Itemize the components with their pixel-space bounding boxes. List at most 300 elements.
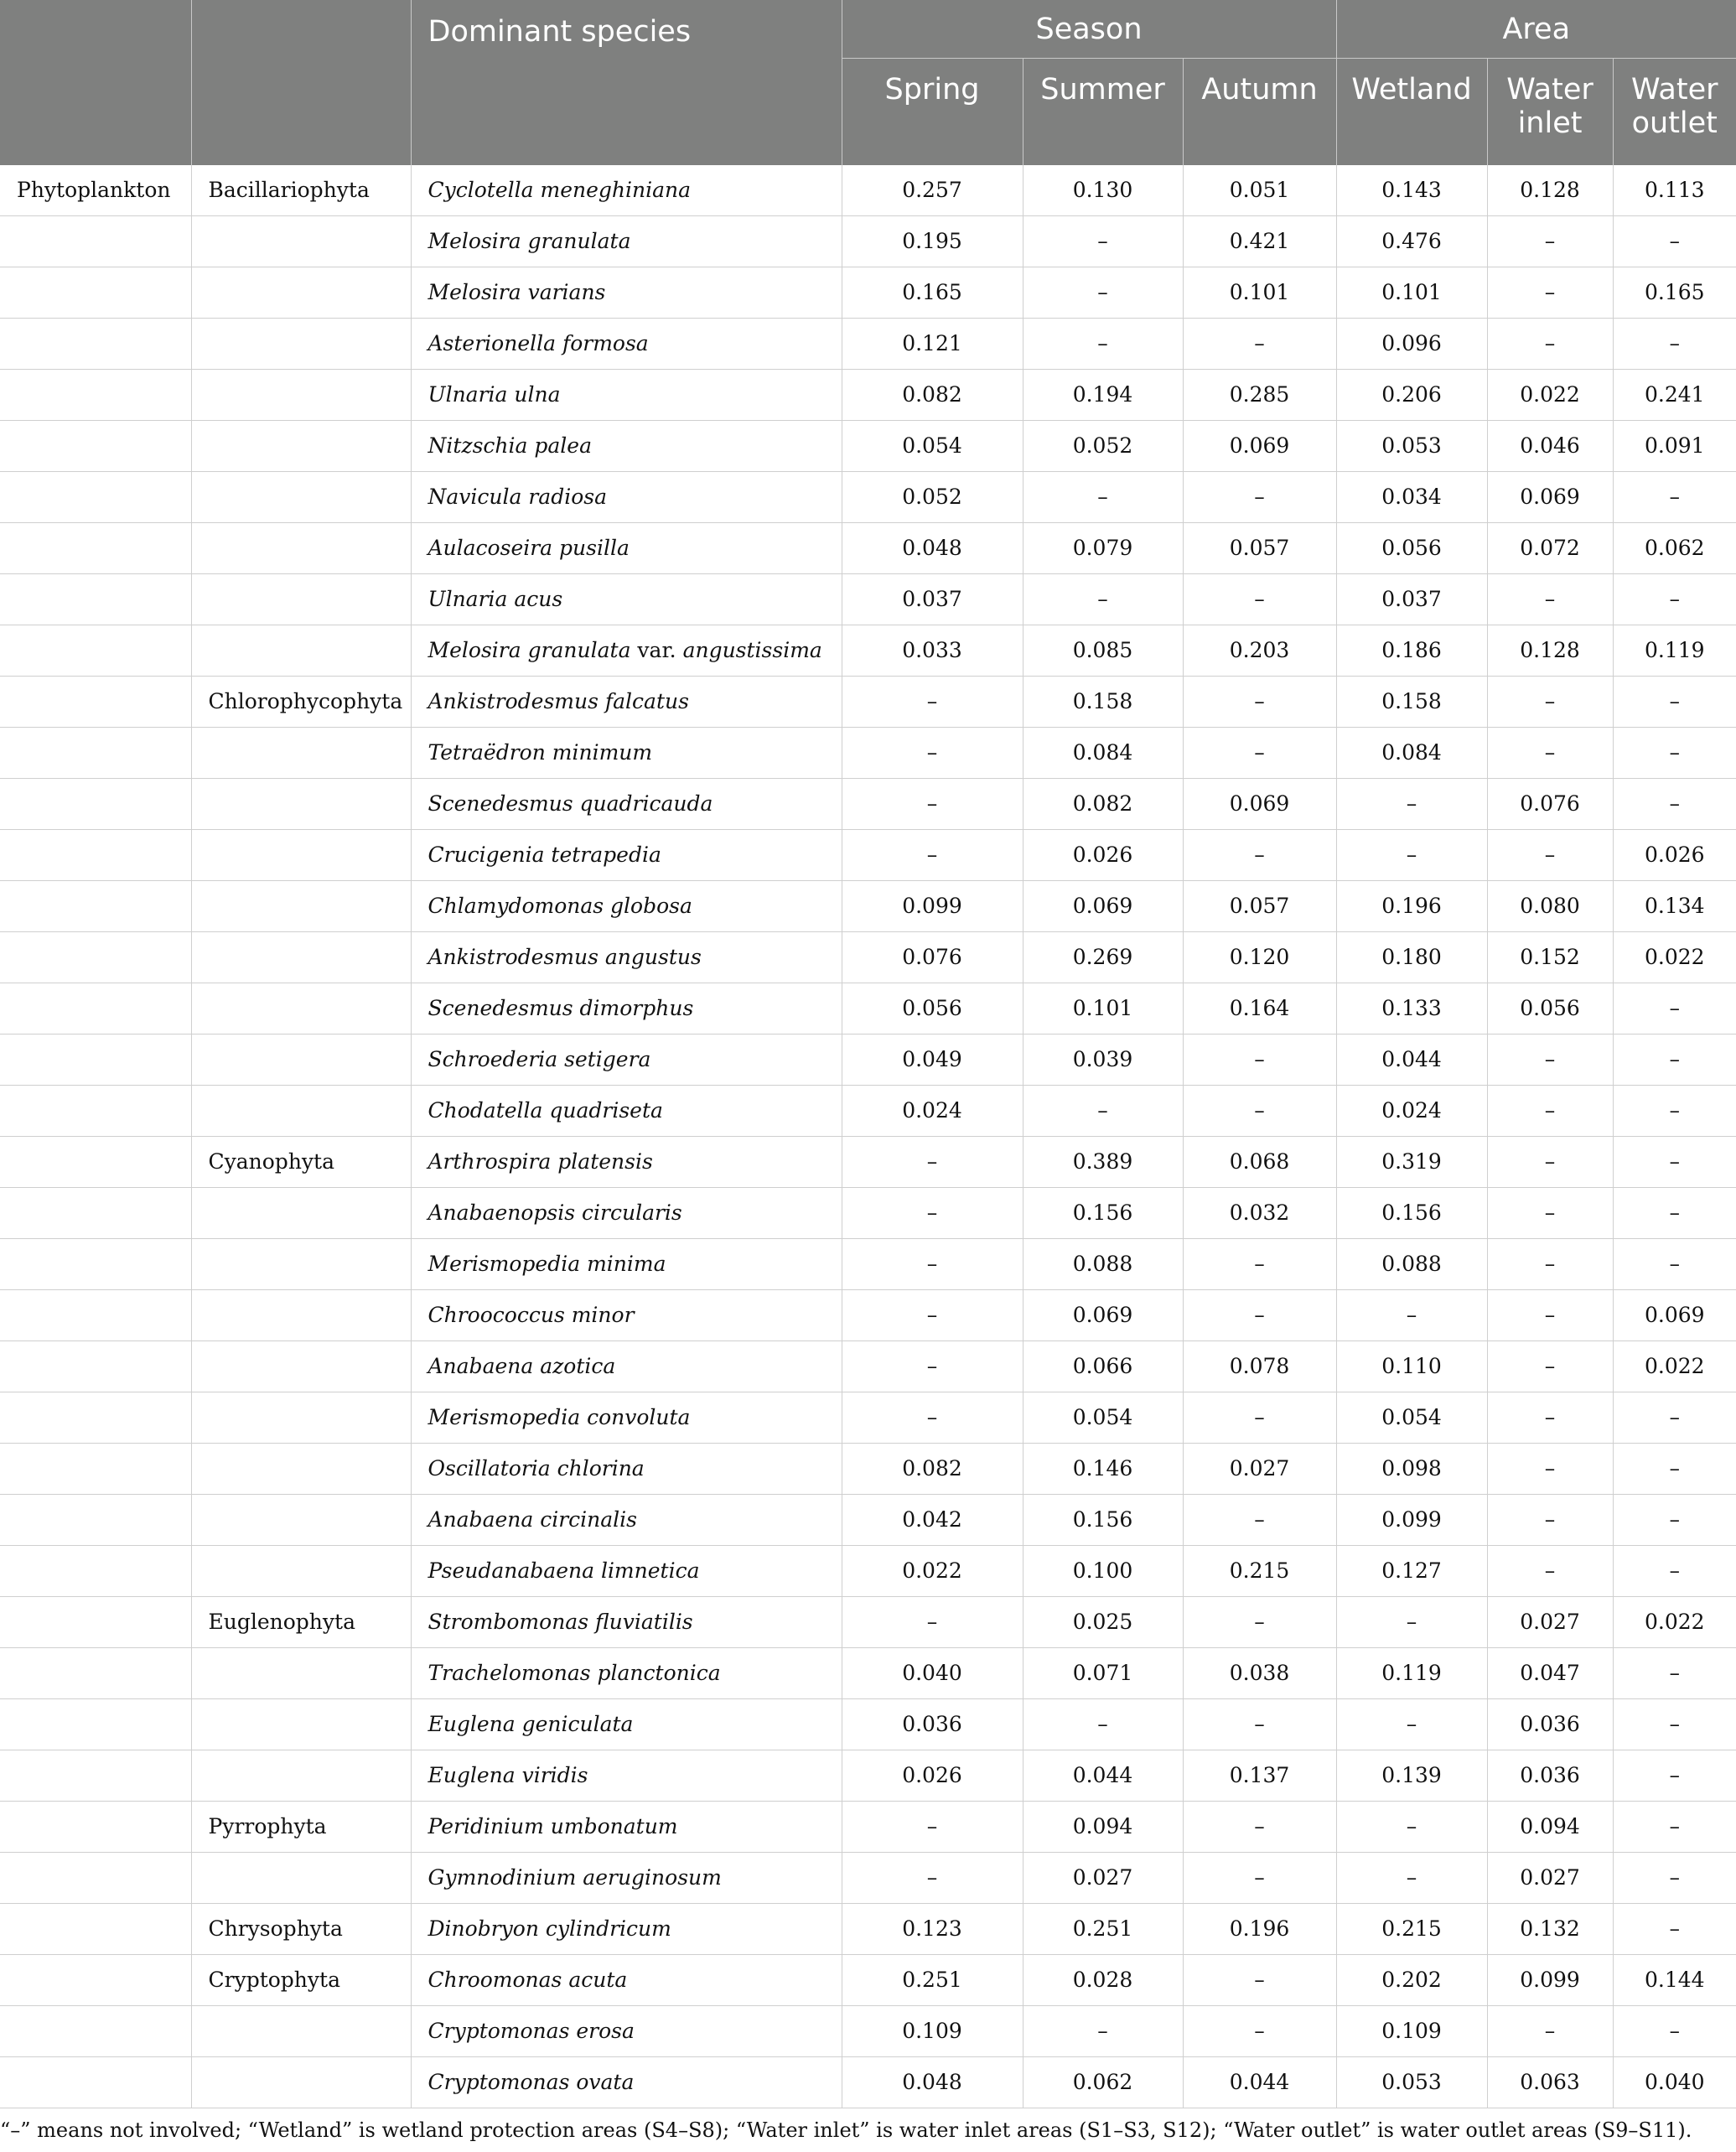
cell-autumn: 0.120	[1183, 932, 1336, 983]
table-row	[0, 881, 1736, 932]
cell-phylum	[191, 1035, 411, 1086]
cell-species: Crucigenia tetrapedia	[411, 830, 842, 881]
cell-summer: 0.156	[1023, 1188, 1183, 1239]
cell-category	[0, 1495, 191, 1546]
cell-summer: 0.130	[1023, 165, 1183, 216]
cell-category	[0, 1597, 191, 1648]
cell-water-inlet: –	[1487, 2006, 1613, 2057]
table-row	[0, 1290, 1736, 1341]
cell-category	[0, 728, 191, 779]
cell-wetland: 0.034	[1336, 472, 1487, 523]
cell-wetland: –	[1336, 1802, 1487, 1853]
header-autumn: Autumn	[1183, 59, 1336, 166]
cell-water-outlet: –	[1613, 1699, 1736, 1750]
cell-category	[0, 472, 191, 523]
cell-water-outlet: –	[1613, 728, 1736, 779]
cell-species: Tetraëdron minimum	[411, 728, 842, 779]
cell-wetland: 0.099	[1336, 1495, 1487, 1546]
cell-phylum	[191, 1750, 411, 1802]
cell-category	[0, 983, 191, 1035]
cell-species: Scenedesmus quadricauda	[411, 779, 842, 830]
cell-summer: 0.039	[1023, 1035, 1183, 1086]
cell-phylum	[191, 1341, 411, 1392]
cell-autumn: 0.078	[1183, 1341, 1336, 1392]
table-row	[0, 625, 1736, 677]
cell-species: Trachelomonas planctonica	[411, 1648, 842, 1699]
cell-wetland: 0.215	[1336, 1904, 1487, 1955]
cell-wetland: 0.024	[1336, 1086, 1487, 1137]
cell-water-outlet: –	[1613, 1035, 1736, 1086]
cell-phylum: Bacillariophyta	[191, 165, 411, 216]
cell-summer: 0.028	[1023, 1955, 1183, 2006]
cell-species: Cryptomonas erosa	[411, 2006, 842, 2057]
cell-wetland: 0.156	[1336, 1188, 1487, 1239]
cell-wetland: –	[1336, 830, 1487, 881]
cell-water-outlet: 0.022	[1613, 932, 1736, 983]
cell-phylum	[191, 728, 411, 779]
table-body	[0, 165, 1736, 2108]
species-variety-marker: var.	[630, 638, 683, 662]
cell-autumn: 0.038	[1183, 1648, 1336, 1699]
table-row	[0, 2006, 1736, 2057]
cell-autumn: –	[1183, 472, 1336, 523]
cell-water-inlet: 0.022	[1487, 370, 1613, 421]
cell-category	[0, 421, 191, 472]
cell-water-outlet: 0.026	[1613, 830, 1736, 881]
cell-spring: –	[842, 1802, 1023, 1853]
cell-autumn: –	[1183, 1035, 1336, 1086]
cell-spring: 0.109	[842, 2006, 1023, 2057]
cell-species: Ankistrodesmus falcatus	[411, 677, 842, 728]
cell-water-inlet: 0.132	[1487, 1904, 1613, 1955]
header-water-outlet: Water outlet	[1613, 59, 1736, 166]
header-phylum	[191, 0, 411, 165]
cell-category	[0, 830, 191, 881]
cell-phylum	[191, 267, 411, 319]
cell-spring: 0.165	[842, 267, 1023, 319]
cell-species: Anabaena azotica	[411, 1341, 842, 1392]
cell-summer: 0.194	[1023, 370, 1183, 421]
cell-category	[0, 1188, 191, 1239]
cell-autumn: 0.203	[1183, 625, 1336, 677]
cell-spring: –	[842, 830, 1023, 881]
cell-water-outlet: –	[1613, 1392, 1736, 1444]
table-row	[0, 1597, 1736, 1648]
cell-spring: 0.042	[842, 1495, 1023, 1546]
cell-category	[0, 1546, 191, 1597]
cell-water-inlet: –	[1487, 319, 1613, 370]
header-dominant-species: Dominant species	[411, 0, 842, 165]
cell-summer: 0.088	[1023, 1239, 1183, 1290]
cell-species: Chroomonas acuta	[411, 1955, 842, 2006]
cell-autumn: –	[1183, 728, 1336, 779]
cell-wetland: 0.143	[1336, 165, 1487, 216]
cell-species: Chroococcus minor	[411, 1290, 842, 1341]
cell-category	[0, 1290, 191, 1341]
cell-species: Euglena viridis	[411, 1750, 842, 1802]
cell-category	[0, 523, 191, 574]
cell-water-outlet: –	[1613, 2006, 1736, 2057]
cell-phylum	[191, 2006, 411, 2057]
table-row	[0, 1239, 1736, 1290]
table-row	[0, 1699, 1736, 1750]
cell-water-inlet: –	[1487, 1239, 1613, 1290]
cell-spring: 0.082	[842, 1444, 1023, 1495]
cell-water-outlet: 0.144	[1613, 1955, 1736, 2006]
cell-summer: 0.071	[1023, 1648, 1183, 1699]
cell-summer: 0.044	[1023, 1750, 1183, 1802]
table-row	[0, 319, 1736, 370]
cell-water-outlet: 0.022	[1613, 1597, 1736, 1648]
cell-water-outlet: –	[1613, 1802, 1736, 1853]
cell-summer: 0.269	[1023, 932, 1183, 983]
cell-category	[0, 677, 191, 728]
cell-wetland: 0.044	[1336, 1035, 1487, 1086]
cell-water-inlet: 0.036	[1487, 1750, 1613, 1802]
cell-water-inlet: 0.027	[1487, 1853, 1613, 1904]
cell-summer: 0.084	[1023, 728, 1183, 779]
cell-spring: –	[842, 1597, 1023, 1648]
cell-autumn: 0.069	[1183, 421, 1336, 472]
cell-summer: 0.101	[1023, 983, 1183, 1035]
cell-category	[0, 216, 191, 267]
cell-spring: 0.082	[842, 370, 1023, 421]
cell-category	[0, 1955, 191, 2006]
cell-summer: 0.389	[1023, 1137, 1183, 1188]
cell-wetland: 0.054	[1336, 1392, 1487, 1444]
cell-phylum: Cyanophyta	[191, 1137, 411, 1188]
cell-water-outlet: 0.091	[1613, 421, 1736, 472]
cell-phylum	[191, 421, 411, 472]
cell-phylum: Chrysophyta	[191, 1904, 411, 1955]
cell-phylum	[191, 1444, 411, 1495]
cell-water-inlet: –	[1487, 1086, 1613, 1137]
cell-autumn: 0.421	[1183, 216, 1336, 267]
species-name: Melosira granulata	[428, 638, 631, 662]
cell-phylum	[191, 1239, 411, 1290]
cell-category	[0, 1086, 191, 1137]
cell-phylum	[191, 1392, 411, 1444]
cell-species: Chlamydomonas globosa	[411, 881, 842, 932]
cell-species: Schroederia setigera	[411, 1035, 842, 1086]
table-row	[0, 1853, 1736, 1904]
table-row	[0, 779, 1736, 830]
cell-autumn: –	[1183, 1239, 1336, 1290]
cell-water-inlet: 0.056	[1487, 983, 1613, 1035]
cell-spring: 0.024	[842, 1086, 1023, 1137]
cell-category	[0, 2006, 191, 2057]
cell-species: Merismopedia minima	[411, 1239, 842, 1290]
cell-autumn: –	[1183, 319, 1336, 370]
cell-phylum	[191, 472, 411, 523]
cell-water-outlet: –	[1613, 677, 1736, 728]
cell-water-inlet: 0.063	[1487, 2057, 1613, 2108]
cell-water-inlet: 0.128	[1487, 165, 1613, 216]
cell-spring: –	[842, 728, 1023, 779]
cell-summer: 0.156	[1023, 1495, 1183, 1546]
cell-water-outlet: 0.134	[1613, 881, 1736, 932]
cell-spring: –	[842, 779, 1023, 830]
cell-water-outlet: –	[1613, 983, 1736, 1035]
cell-wetland: 0.206	[1336, 370, 1487, 421]
cell-wetland: 0.037	[1336, 574, 1487, 625]
cell-water-outlet: –	[1613, 472, 1736, 523]
cell-summer: 0.079	[1023, 523, 1183, 574]
cell-wetland: 0.180	[1336, 932, 1487, 983]
table-header	[0, 0, 1736, 165]
cell-spring: 0.026	[842, 1750, 1023, 1802]
cell-autumn: 0.215	[1183, 1546, 1336, 1597]
cell-water-outlet: –	[1613, 1546, 1736, 1597]
cell-category	[0, 2057, 191, 2108]
cell-summer: 0.082	[1023, 779, 1183, 830]
table-row	[0, 830, 1736, 881]
cell-water-inlet: 0.152	[1487, 932, 1613, 983]
cell-category	[0, 370, 191, 421]
cell-phylum: Chlorophycophyta	[191, 677, 411, 728]
cell-water-outlet: –	[1613, 1904, 1736, 1955]
cell-wetland: –	[1336, 1699, 1487, 1750]
cell-wetland: 0.127	[1336, 1546, 1487, 1597]
cell-species: Melosira granulata	[411, 216, 842, 267]
table-row	[0, 574, 1736, 625]
cell-phylum	[191, 1648, 411, 1699]
cell-summer: 0.062	[1023, 2057, 1183, 2108]
cell-spring: –	[842, 1290, 1023, 1341]
cell-species: Asterionella formosa	[411, 319, 842, 370]
cell-spring: 0.251	[842, 1955, 1023, 2006]
cell-summer: –	[1023, 216, 1183, 267]
cell-species: Ankistrodesmus angustus	[411, 932, 842, 983]
cell-category	[0, 1853, 191, 1904]
cell-phylum	[191, 881, 411, 932]
cell-spring: 0.048	[842, 2057, 1023, 2108]
table-row	[0, 472, 1736, 523]
cell-summer: 0.100	[1023, 1546, 1183, 1597]
cell-category	[0, 1239, 191, 1290]
cell-category	[0, 1750, 191, 1802]
cell-category	[0, 1137, 191, 1188]
cell-species: Anabaena circinalis	[411, 1495, 842, 1546]
cell-wetland: 0.053	[1336, 2057, 1487, 2108]
cell-phylum	[191, 830, 411, 881]
cell-water-outlet: 0.022	[1613, 1341, 1736, 1392]
cell-spring: 0.195	[842, 216, 1023, 267]
cell-wetland: 0.098	[1336, 1444, 1487, 1495]
cell-water-inlet: 0.046	[1487, 421, 1613, 472]
cell-spring: –	[842, 1853, 1023, 1904]
cell-water-inlet: –	[1487, 1137, 1613, 1188]
cell-water-inlet: –	[1487, 1444, 1613, 1495]
cell-water-inlet: 0.069	[1487, 472, 1613, 523]
cell-spring: 0.054	[842, 421, 1023, 472]
cell-category: Phytoplankton	[0, 165, 191, 216]
cell-species: Ulnaria acus	[411, 574, 842, 625]
cell-spring: 0.049	[842, 1035, 1023, 1086]
table-row	[0, 1648, 1736, 1699]
cell-water-outlet: 0.040	[1613, 2057, 1736, 2108]
cell-water-outlet: –	[1613, 1137, 1736, 1188]
cell-category	[0, 1392, 191, 1444]
cell-water-inlet: 0.027	[1487, 1597, 1613, 1648]
cell-spring: 0.123	[842, 1904, 1023, 1955]
table-row	[0, 421, 1736, 472]
cell-water-inlet: –	[1487, 1546, 1613, 1597]
table-row	[0, 1188, 1736, 1239]
cell-summer: –	[1023, 574, 1183, 625]
cell-phylum	[191, 625, 411, 677]
table-row	[0, 677, 1736, 728]
cell-spring: –	[842, 1392, 1023, 1444]
cell-summer: –	[1023, 472, 1183, 523]
cell-summer: 0.052	[1023, 421, 1183, 472]
cell-spring: 0.056	[842, 983, 1023, 1035]
cell-category	[0, 1035, 191, 1086]
cell-phylum	[191, 983, 411, 1035]
table-row	[0, 1086, 1736, 1137]
cell-species: Aulacoseira pusilla	[411, 523, 842, 574]
cell-wetland: 0.096	[1336, 319, 1487, 370]
cell-category	[0, 779, 191, 830]
cell-wetland: –	[1336, 779, 1487, 830]
cell-autumn: –	[1183, 1955, 1336, 2006]
cell-autumn: –	[1183, 1699, 1336, 1750]
cell-species: Euglena geniculata	[411, 1699, 842, 1750]
cell-water-inlet: 0.099	[1487, 1955, 1613, 2006]
cell-species	[411, 625, 842, 677]
cell-summer: 0.158	[1023, 677, 1183, 728]
cell-water-outlet: –	[1613, 574, 1736, 625]
cell-wetland: 0.110	[1336, 1341, 1487, 1392]
cell-summer: 0.069	[1023, 881, 1183, 932]
cell-water-outlet: –	[1613, 1444, 1736, 1495]
cell-wetland: 0.101	[1336, 267, 1487, 319]
cell-autumn: 0.069	[1183, 779, 1336, 830]
cell-category	[0, 267, 191, 319]
header-water-inlet: Water inlet	[1487, 59, 1613, 166]
cell-species: Cyclotella meneghiniana	[411, 165, 842, 216]
cell-species: Oscillatoria chlorina	[411, 1444, 842, 1495]
cell-water-inlet: –	[1487, 1392, 1613, 1444]
cell-water-inlet: 0.047	[1487, 1648, 1613, 1699]
cell-autumn: 0.057	[1183, 881, 1336, 932]
cell-spring: –	[842, 1188, 1023, 1239]
cell-species: Dinobryon cylindricum	[411, 1904, 842, 1955]
cell-autumn: –	[1183, 1392, 1336, 1444]
table-row	[0, 1955, 1736, 2006]
cell-summer: 0.085	[1023, 625, 1183, 677]
cell-autumn: 0.101	[1183, 267, 1336, 319]
cell-category	[0, 625, 191, 677]
cell-summer: 0.069	[1023, 1290, 1183, 1341]
cell-autumn: –	[1183, 1597, 1336, 1648]
table-row	[0, 216, 1736, 267]
cell-phylum	[191, 1086, 411, 1137]
cell-category	[0, 1699, 191, 1750]
cell-phylum	[191, 1495, 411, 1546]
cell-phylum	[191, 1853, 411, 1904]
cell-category	[0, 881, 191, 932]
cell-phylum: Cryptophyta	[191, 1955, 411, 2006]
cell-autumn: 0.057	[1183, 523, 1336, 574]
cell-category	[0, 1648, 191, 1699]
cell-water-inlet: 0.080	[1487, 881, 1613, 932]
cell-phylum	[191, 574, 411, 625]
cell-spring: –	[842, 677, 1023, 728]
table-row	[0, 1392, 1736, 1444]
cell-water-outlet: –	[1613, 1750, 1736, 1802]
header-area: Area	[1336, 0, 1736, 59]
cell-category	[0, 574, 191, 625]
cell-wetland: 0.158	[1336, 677, 1487, 728]
cell-species: Navicula radiosa	[411, 472, 842, 523]
cell-species: Arthrospira platensis	[411, 1137, 842, 1188]
cell-phylum	[191, 1546, 411, 1597]
table-row	[0, 983, 1736, 1035]
cell-species: Scenedesmus dimorphus	[411, 983, 842, 1035]
cell-summer: 0.251	[1023, 1904, 1183, 1955]
cell-wetland: 0.196	[1336, 881, 1487, 932]
species-variety-name: angustissima	[682, 638, 822, 662]
cell-water-outlet: –	[1613, 1853, 1736, 1904]
cell-autumn: 0.044	[1183, 2057, 1336, 2108]
cell-water-inlet: –	[1487, 1495, 1613, 1546]
table-row	[0, 1750, 1736, 1802]
header-summer: Summer	[1023, 59, 1183, 166]
cell-wetland: 0.056	[1336, 523, 1487, 574]
cell-water-inlet: –	[1487, 677, 1613, 728]
cell-phylum	[191, 932, 411, 983]
cell-spring: 0.033	[842, 625, 1023, 677]
header-category	[0, 0, 191, 165]
cell-summer: –	[1023, 1699, 1183, 1750]
cell-spring: 0.099	[842, 881, 1023, 932]
table-row	[0, 1546, 1736, 1597]
cell-phylum	[191, 523, 411, 574]
cell-water-inlet: –	[1487, 267, 1613, 319]
cell-summer: –	[1023, 2006, 1183, 2057]
cell-summer: 0.094	[1023, 1802, 1183, 1853]
cell-water-inlet: –	[1487, 1035, 1613, 1086]
cell-autumn: 0.051	[1183, 165, 1336, 216]
table-footnote: “–” means not involved; “Wetland” is wetland protection areas (S4–S8); “Water inlet” is water inlet areas (S1–S3, S12); “Water outlet” is water outlet areas (S9–S11).	[0, 2118, 1692, 2142]
cell-phylum	[191, 1188, 411, 1239]
cell-phylum	[191, 319, 411, 370]
cell-species: Pseudanabaena limnetica	[411, 1546, 842, 1597]
cell-spring: 0.076	[842, 932, 1023, 983]
cell-species: Peridinium umbonatum	[411, 1802, 842, 1853]
table-row	[0, 1904, 1736, 1955]
cell-water-inlet: 0.076	[1487, 779, 1613, 830]
cell-water-outlet: 0.165	[1613, 267, 1736, 319]
cell-water-outlet: –	[1613, 1648, 1736, 1699]
cell-water-outlet: 0.062	[1613, 523, 1736, 574]
cell-wetland: 0.319	[1336, 1137, 1487, 1188]
cell-water-inlet: –	[1487, 728, 1613, 779]
cell-water-outlet: 0.069	[1613, 1290, 1736, 1341]
cell-species: Merismopedia convoluta	[411, 1392, 842, 1444]
cell-autumn: –	[1183, 1086, 1336, 1137]
cell-water-inlet: –	[1487, 216, 1613, 267]
cell-water-inlet: –	[1487, 1188, 1613, 1239]
cell-water-outlet: –	[1613, 1239, 1736, 1290]
cell-phylum	[191, 370, 411, 421]
cell-autumn: –	[1183, 1290, 1336, 1341]
cell-phylum	[191, 216, 411, 267]
cell-summer: 0.027	[1023, 1853, 1183, 1904]
table-row	[0, 1802, 1736, 1853]
cell-species: Gymnodinium aeruginosum	[411, 1853, 842, 1904]
